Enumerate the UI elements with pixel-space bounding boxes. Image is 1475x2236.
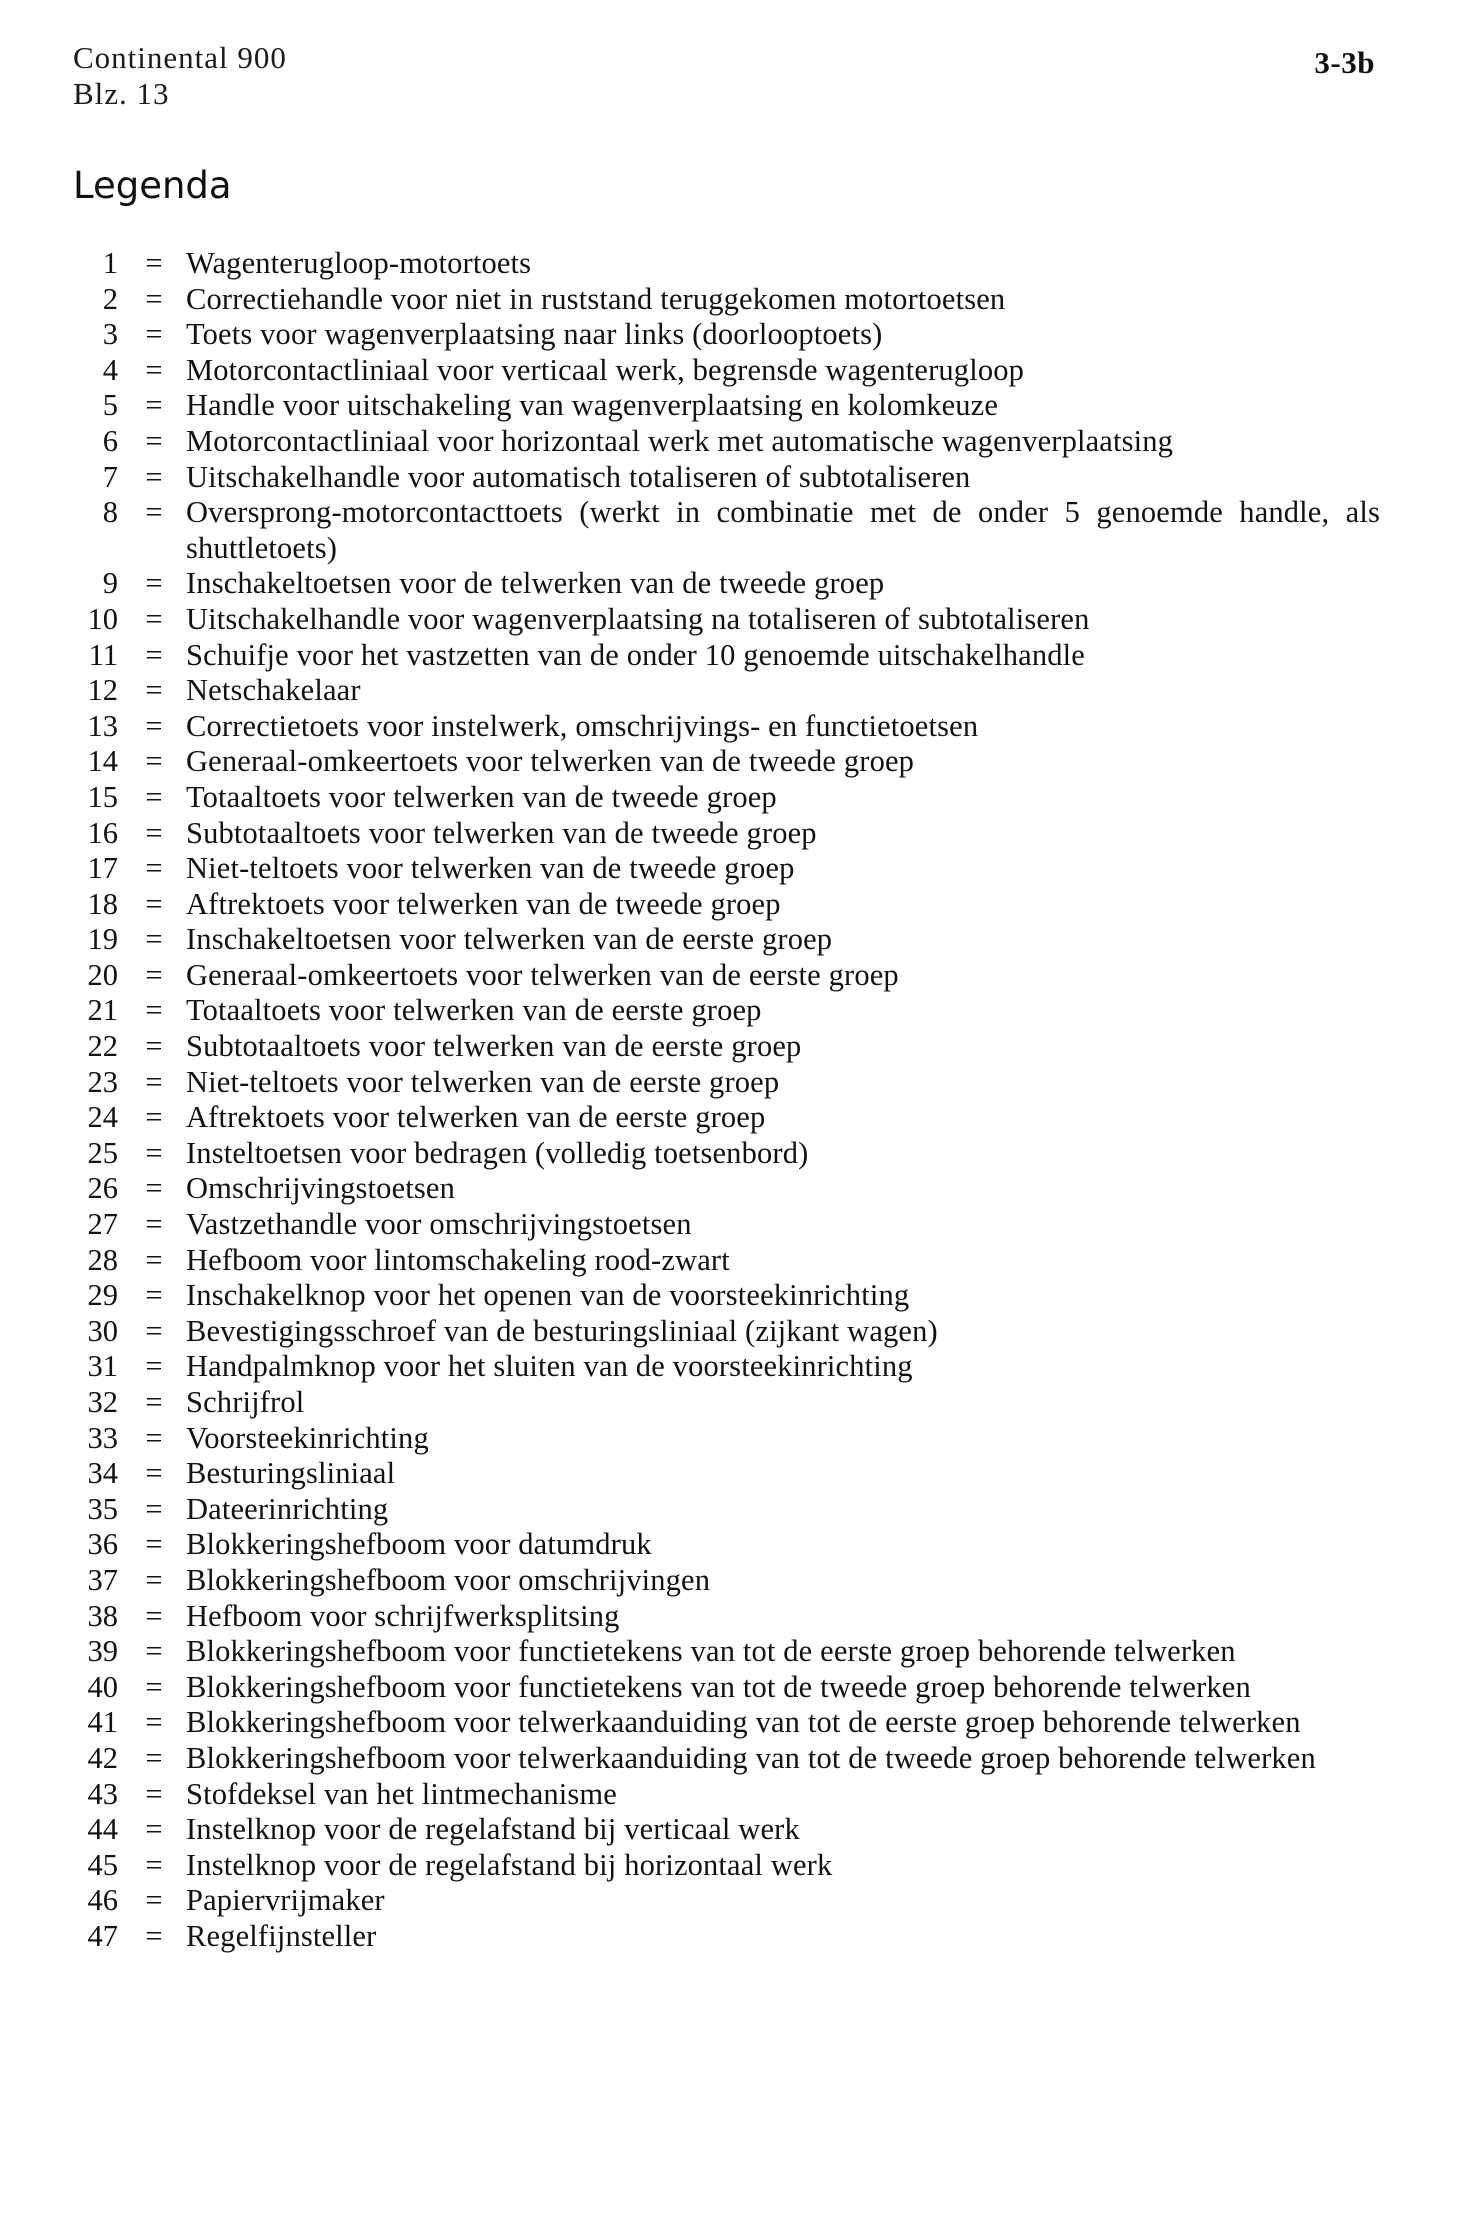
legend-item bbox=[70, 566, 1380, 602]
legend-item-number: 17 bbox=[87, 851, 118, 886]
legend-item-number: 2 bbox=[102, 281, 118, 316]
legend-item-separator: = bbox=[145, 957, 163, 992]
legend-item-separator: = bbox=[145, 1918, 163, 1953]
legend-item bbox=[70, 1705, 1380, 1741]
legend-item bbox=[70, 744, 1380, 780]
legend-item-description: Instelknop voor de regelafstand bij verticaal werk bbox=[186, 1812, 800, 1847]
legend-item-separator: = bbox=[145, 673, 163, 708]
legend-item-separator: = bbox=[145, 1634, 163, 1669]
legend-item-separator: = bbox=[145, 1776, 163, 1811]
legend-item-number: 6 bbox=[102, 423, 118, 458]
legend-item-number: 1 bbox=[102, 246, 118, 280]
legend-item-number: 7 bbox=[102, 459, 118, 494]
legend-item-description: Handle voor uitschakeling van wagenverplaatsing en kolomkeuze bbox=[186, 388, 999, 423]
legend-item-number: 20 bbox=[87, 957, 118, 992]
legend-item-description: Inschakelknop voor het openen van de voorsteekinrichting bbox=[186, 1278, 910, 1313]
page-number: Blz. 13 bbox=[73, 76, 170, 111]
legend-item-number: 29 bbox=[87, 1278, 118, 1313]
legend-item-number: 31 bbox=[87, 1349, 118, 1384]
legend-item-description: Blokkeringshefboom voor functietekens van tot de tweede groep behorende telwerken bbox=[186, 1669, 1251, 1704]
legend-item bbox=[70, 1207, 1380, 1243]
legend-item bbox=[70, 1599, 1380, 1635]
legend-item-separator: = bbox=[145, 1135, 163, 1170]
legend-item-number: 42 bbox=[87, 1740, 118, 1775]
legend-item-separator: = bbox=[145, 637, 163, 672]
legend-item bbox=[70, 1883, 1380, 1919]
legend-item bbox=[70, 1278, 1380, 1314]
legend-item-description: Schuifje voor het vastzetten van de onder 10 genoemde uitschakelhandle bbox=[186, 637, 1085, 672]
legend-item-description: Blokkeringshefboom voor datumdruk bbox=[186, 1527, 652, 1562]
document-reference bbox=[73, 40, 287, 112]
legend-item-separator: = bbox=[145, 317, 163, 352]
legend-item bbox=[70, 282, 1380, 318]
legend-item-description: Aftrektoets voor telwerken van de tweede groep bbox=[186, 886, 781, 921]
legend-item bbox=[70, 353, 1380, 389]
legend-item-description: Blokkeringshefboom voor telwerkaanduiding van tot de tweede groep behorende telwerken bbox=[186, 1740, 1316, 1775]
legend-item-number: 8 bbox=[102, 495, 118, 530]
legend-item-separator: = bbox=[145, 566, 163, 601]
legend-item bbox=[70, 1492, 1380, 1528]
legend-item bbox=[70, 1527, 1380, 1563]
legend-item bbox=[70, 1421, 1380, 1457]
legend-item-separator: = bbox=[145, 1456, 163, 1491]
legend-item-description: Aftrektoets voor telwerken van de eerste groep bbox=[186, 1100, 766, 1135]
legend-list bbox=[70, 246, 1380, 1955]
legend-item-separator: = bbox=[145, 1349, 163, 1384]
legend-item-separator: = bbox=[145, 1207, 163, 1242]
legend-item-separator: = bbox=[145, 1491, 163, 1526]
legend-item-description: Correctiehandle voor niet in ruststand teruggekomen motortoetsen bbox=[186, 281, 1006, 316]
legend-item-separator: = bbox=[145, 1064, 163, 1099]
legend-item-separator: = bbox=[145, 1669, 163, 1704]
legend-item-separator: = bbox=[145, 922, 163, 957]
legend-item bbox=[70, 1029, 1380, 1065]
legend-item-description: Dateerinrichting bbox=[186, 1491, 389, 1526]
legend-item-separator: = bbox=[145, 815, 163, 850]
legend-item-number: 24 bbox=[87, 1100, 118, 1135]
legend-item-description: Inschakeltoetsen voor de telwerken van de tweede groep bbox=[186, 566, 885, 601]
legend-item-number: 11 bbox=[88, 637, 118, 672]
legend-item-separator: = bbox=[145, 281, 163, 316]
legend-item-separator: = bbox=[145, 708, 163, 743]
legend-item bbox=[70, 1919, 1380, 1955]
legend-item-separator: = bbox=[145, 779, 163, 814]
legend-item-separator: = bbox=[145, 1029, 163, 1064]
legend-item-number: 15 bbox=[87, 779, 118, 814]
legend-item-description: Handpalmknop voor het sluiten van de voorsteekinrichting bbox=[186, 1349, 913, 1384]
legend-item-number: 25 bbox=[87, 1135, 118, 1170]
legend-item bbox=[70, 1741, 1380, 1777]
legend-item bbox=[70, 1100, 1380, 1136]
legend-item-description: Blokkeringshefboom voor omschrijvingen bbox=[186, 1562, 711, 1597]
section-number: 3-3b bbox=[1314, 45, 1375, 80]
legend-item-description: Hefboom voor lintomschakeling rood-zwart bbox=[186, 1242, 730, 1277]
legend-item-separator: = bbox=[145, 1883, 163, 1918]
legend-item-separator: = bbox=[145, 423, 163, 458]
legend-item-number: 39 bbox=[87, 1634, 118, 1669]
legend-item-description: Wagenterugloop-motortoets bbox=[186, 246, 532, 280]
legend-item-number: 38 bbox=[87, 1598, 118, 1633]
legend-item-description: Totaaltoets voor telwerken van de eerste groep bbox=[186, 993, 762, 1028]
legend-item-separator: = bbox=[145, 495, 163, 530]
legend-item-description: Regelfijnsteller bbox=[186, 1918, 377, 1953]
legend-item-number: 33 bbox=[87, 1420, 118, 1455]
legend-item-separator: = bbox=[145, 1740, 163, 1775]
legend-item bbox=[70, 246, 1380, 282]
legend-item-separator: = bbox=[145, 246, 163, 280]
page-title: Legenda bbox=[73, 164, 232, 207]
legend-item bbox=[70, 673, 1380, 709]
legend-item-description: Generaal-omkeertoets voor telwerken van de eerste groep bbox=[186, 957, 899, 992]
legend-item-description: Hefboom voor schrijfwerksplitsing bbox=[186, 1598, 620, 1633]
legend-item-separator: = bbox=[145, 601, 163, 636]
legend-item-number: 18 bbox=[87, 886, 118, 921]
legend-item-separator: = bbox=[145, 1847, 163, 1882]
legend-item bbox=[70, 958, 1380, 994]
document-model: Continental 900 bbox=[73, 40, 287, 75]
legend-item bbox=[70, 1385, 1380, 1421]
legend-item bbox=[70, 1314, 1380, 1350]
legend-item-number: 28 bbox=[87, 1242, 118, 1277]
legend-item-separator: = bbox=[145, 1562, 163, 1597]
legend-item-separator: = bbox=[145, 851, 163, 886]
legend-item bbox=[70, 1812, 1380, 1848]
legend-item-separator: = bbox=[145, 459, 163, 494]
legend-item-separator: = bbox=[145, 352, 163, 387]
legend-item-description: Instelknop voor de regelafstand bij horizontaal werk bbox=[186, 1847, 833, 1882]
legend-item-description: Generaal-omkeertoets voor telwerken van de tweede groep bbox=[186, 744, 915, 779]
legend-item-separator: = bbox=[145, 1812, 163, 1847]
legend-item-separator: = bbox=[145, 744, 163, 779]
legend-item-number: 35 bbox=[87, 1491, 118, 1526]
legend-item-description: Voorsteekinrichting bbox=[186, 1420, 429, 1455]
legend-item-description: Insteltoetsen voor bedragen (volledig toetsenbord) bbox=[186, 1135, 809, 1170]
legend-item-number: 9 bbox=[102, 566, 118, 601]
legend-item-number: 41 bbox=[87, 1705, 118, 1740]
legend-item-description: Blokkeringshefboom voor functietekens van tot de eerste groep behorende telwerken bbox=[186, 1634, 1236, 1669]
legend-item-description: Toets voor wagenverplaatsing naar links (doorlooptoets) bbox=[186, 317, 883, 352]
legend-item-description: Schrijfrol bbox=[186, 1385, 305, 1419]
legend-item-number: 47 bbox=[87, 1918, 118, 1953]
legend-item-number: 32 bbox=[87, 1385, 118, 1419]
legend-item-separator: = bbox=[145, 1385, 163, 1419]
legend-item-separator: = bbox=[145, 1242, 163, 1277]
legend-item-number: 36 bbox=[87, 1527, 118, 1562]
legend-item-separator: = bbox=[145, 1278, 163, 1313]
legend-item bbox=[70, 887, 1380, 923]
legend-item-number: 4 bbox=[102, 352, 118, 387]
legend-item bbox=[70, 780, 1380, 816]
legend-item-separator: = bbox=[145, 1100, 163, 1135]
legend-item bbox=[70, 1136, 1380, 1172]
legend-item-number: 14 bbox=[87, 744, 118, 779]
legend-item-description: Motorcontactliniaal voor verticaal werk, begrensde wagenterugloop bbox=[186, 352, 1025, 387]
legend-item bbox=[70, 816, 1380, 852]
legend-item bbox=[70, 602, 1380, 638]
legend-item-description: Subtotaaltoets voor telwerken van de tweede groep bbox=[186, 815, 817, 850]
legend-item-description: Totaaltoets voor telwerken van de tweede groep bbox=[186, 779, 777, 814]
legend-item bbox=[70, 1349, 1380, 1385]
legend-item-separator: = bbox=[145, 1420, 163, 1455]
legend-item-separator: = bbox=[145, 1527, 163, 1562]
legend-item-separator: = bbox=[145, 1171, 163, 1206]
legend-item-number: 13 bbox=[87, 708, 118, 743]
legend-item bbox=[70, 1777, 1380, 1813]
legend-item-description: Blokkeringshefboom voor telwerkaanduiding van tot de eerste groep behorende telwerken bbox=[186, 1705, 1301, 1740]
legend-item bbox=[70, 1670, 1380, 1706]
legend-item-number: 22 bbox=[87, 1029, 118, 1064]
legend-item bbox=[70, 1456, 1380, 1492]
legend-item bbox=[70, 1171, 1380, 1207]
legend-item-number: 12 bbox=[87, 673, 118, 708]
legend-item-number: 10 bbox=[87, 601, 118, 636]
legend-item-description: Niet-teltoets voor telwerken van de eerste groep bbox=[186, 1064, 780, 1099]
legend-item-number: 21 bbox=[87, 993, 118, 1028]
legend-item-description: Uitschakelhandle voor automatisch totaliseren of subtotaliseren bbox=[186, 459, 971, 494]
legend-item-separator: = bbox=[145, 993, 163, 1028]
legend-item bbox=[70, 1065, 1380, 1101]
legend-item bbox=[70, 1848, 1380, 1884]
legend-item bbox=[70, 851, 1380, 887]
legend-item-number: 40 bbox=[87, 1669, 118, 1704]
legend-item bbox=[70, 1634, 1380, 1670]
legend-item-number: 27 bbox=[87, 1207, 118, 1242]
legend-item-description: Subtotaaltoets voor telwerken van de eerste groep bbox=[186, 1029, 802, 1064]
legend-item-separator: = bbox=[145, 388, 163, 423]
legend-item-number: 5 bbox=[102, 388, 118, 423]
legend-item-number: 45 bbox=[87, 1847, 118, 1882]
legend-item-description: Niet-teltoets voor telwerken van de tweede groep bbox=[186, 851, 795, 886]
legend-item-description: Besturingsliniaal bbox=[186, 1456, 396, 1491]
legend-item bbox=[70, 993, 1380, 1029]
legend-item-description: Netschakelaar bbox=[186, 673, 361, 708]
legend-item bbox=[70, 388, 1380, 424]
legend-item bbox=[70, 709, 1380, 745]
legend-item-separator: = bbox=[145, 1705, 163, 1740]
legend-item-number: 30 bbox=[87, 1313, 118, 1348]
legend-item-number: 26 bbox=[87, 1171, 118, 1206]
legend-item-separator: = bbox=[145, 886, 163, 921]
legend-item-description: Vastzethandle voor omschrijvingstoetsen bbox=[186, 1207, 692, 1242]
legend-item-separator: = bbox=[145, 1313, 163, 1348]
legend-item bbox=[70, 1243, 1380, 1279]
legend-item-description: Oversprong-motorcontacttoets (werkt in combinatie met de onder 5 genoemde handle, als shuttletoets) bbox=[186, 495, 1380, 565]
legend-item bbox=[70, 638, 1380, 674]
legend-item-description: Uitschakelhandle voor wagenverplaatsing na totaliseren of subtotaliseren bbox=[186, 601, 1090, 636]
legend-item bbox=[70, 317, 1380, 353]
legend-item-number: 43 bbox=[87, 1776, 118, 1811]
page-header bbox=[73, 40, 1375, 120]
legend-item-number: 19 bbox=[87, 922, 118, 957]
legend-item-description: Motorcontactliniaal voor horizontaal werk met automatische wagenverplaatsing bbox=[186, 423, 1174, 458]
legend-item-description: Omschrijvingstoetsen bbox=[186, 1171, 455, 1206]
legend-item-description: Papiervrijmaker bbox=[186, 1883, 385, 1918]
legend-item-description: Inschakeltoetsen voor telwerken van de eerste groep bbox=[186, 922, 833, 957]
legend-item bbox=[70, 1563, 1380, 1599]
legend-item-number: 23 bbox=[87, 1064, 118, 1099]
legend-item-description: Bevestigingsschroef van de besturingsliniaal (zijkant wagen) bbox=[186, 1313, 938, 1348]
legend-item bbox=[70, 424, 1380, 460]
legend-item-number: 34 bbox=[87, 1456, 118, 1491]
legend-item-number: 37 bbox=[87, 1562, 118, 1597]
legend-item bbox=[70, 460, 1380, 496]
legend-item-number: 44 bbox=[87, 1812, 118, 1847]
legend-item-description: Correctietoets voor instelwerk, omschrijvings- en functietoetsen bbox=[186, 708, 979, 743]
legend-item-description: Stofdeksel van het lintmechanisme bbox=[186, 1776, 617, 1811]
legend-item-number: 3 bbox=[102, 317, 118, 352]
legend-item-number: 46 bbox=[87, 1883, 118, 1918]
legend-item bbox=[70, 495, 1380, 566]
legend-item bbox=[70, 922, 1380, 958]
legend-item-separator: = bbox=[145, 1598, 163, 1633]
legend-item-number: 16 bbox=[87, 815, 118, 850]
